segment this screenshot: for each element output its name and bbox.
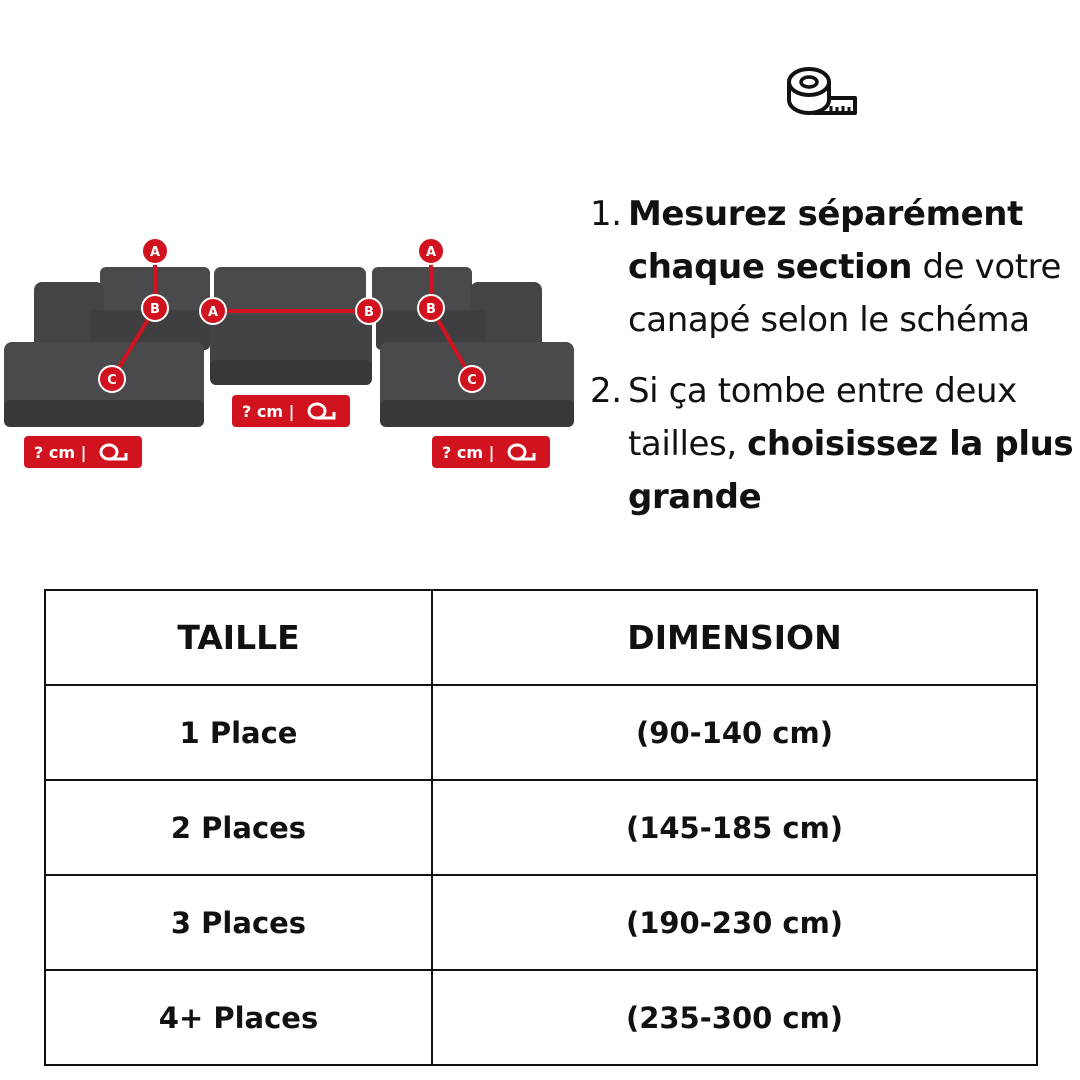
svg-text:B: B bbox=[426, 302, 436, 317]
header-dimension: DIMENSION bbox=[432, 590, 1037, 685]
sofa-left-section bbox=[4, 267, 210, 427]
instruction-bold-text: Mesurez séparément chaque section bbox=[628, 194, 1023, 287]
table-row bbox=[45, 685, 1037, 780]
sofa-middle-section bbox=[207, 267, 372, 385]
sofa-right-section bbox=[372, 267, 574, 427]
table-row bbox=[45, 970, 1037, 1065]
table-row bbox=[45, 780, 1037, 875]
instruction-2 bbox=[590, 365, 1080, 524]
svg-text:B: B bbox=[150, 302, 160, 317]
svg-text:B: B bbox=[364, 305, 374, 320]
size-tag-right bbox=[432, 436, 550, 468]
size-tag-middle bbox=[232, 395, 350, 427]
marker-A-left bbox=[142, 238, 168, 264]
dimension-cell: (235-300 cm) bbox=[432, 970, 1037, 1065]
instruction-text: de votre canapé selon le schéma bbox=[628, 247, 1061, 340]
instruction-number: 2. bbox=[590, 371, 622, 411]
svg-text:C: C bbox=[467, 373, 477, 388]
sofa-diagram bbox=[0, 230, 580, 480]
size-cell: 4+ Places bbox=[45, 970, 432, 1065]
header-taille: TAILLE bbox=[45, 590, 432, 685]
size-cell: 1 Place bbox=[45, 685, 432, 780]
marker-B-middle bbox=[356, 298, 382, 324]
instruction-bold-text: choisissez la plus grande bbox=[628, 424, 1074, 517]
dimension-cell: (145-185 cm) bbox=[432, 780, 1037, 875]
table-header-row bbox=[45, 590, 1037, 685]
marker-B-right bbox=[418, 295, 444, 321]
marker-B-left bbox=[142, 295, 168, 321]
measuring-tape-icon bbox=[783, 64, 859, 120]
svg-text:A: A bbox=[207, 305, 219, 320]
svg-text:? cm |: ? cm | bbox=[242, 402, 295, 421]
svg-text:C: C bbox=[107, 373, 117, 388]
marker-C-right bbox=[459, 366, 485, 392]
instruction-text: Si ça tombe entre deux tailles, bbox=[628, 371, 1017, 464]
instructions-list bbox=[590, 188, 1080, 542]
svg-text:A: A bbox=[149, 245, 161, 260]
size-tag-left bbox=[24, 436, 142, 468]
size-table bbox=[44, 589, 1038, 1066]
table-row bbox=[45, 875, 1037, 970]
size-cell: 2 Places bbox=[45, 780, 432, 875]
marker-A-right bbox=[418, 238, 444, 264]
svg-text:? cm |: ? cm | bbox=[34, 443, 87, 462]
size-cell: 3 Places bbox=[45, 875, 432, 970]
marker-A-middle bbox=[200, 298, 226, 324]
dimension-cell: (190-230 cm) bbox=[432, 875, 1037, 970]
dimension-cell: (90-140 cm) bbox=[432, 685, 1037, 780]
instruction-number: 1. bbox=[590, 194, 622, 234]
instruction-1 bbox=[590, 188, 1080, 347]
marker-C-left bbox=[99, 366, 125, 392]
svg-text:? cm |: ? cm | bbox=[442, 443, 495, 462]
svg-text:A: A bbox=[425, 245, 437, 260]
